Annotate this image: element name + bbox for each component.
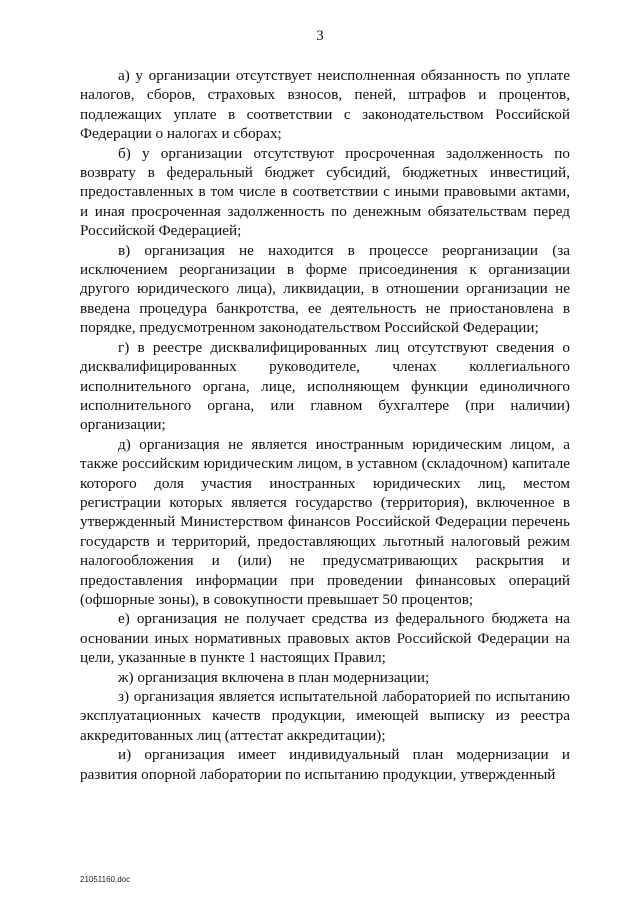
paragraph-i: и) организация имеет индивидуальный план модернизации и развития опорной лаборатории по испытанию продукции, утвержденный: [80, 746, 570, 783]
paragraph-z: з) организация является испытательной лабораторией по испытанию эксплуатационных качеств продукции, имеющей выписку из реестра аккредитованных лиц (аттестат аккредитации);: [80, 688, 570, 744]
paragraph-e: е) организация не получает средства из федерального бюджета на основании иных нормативных правовых актов Российской Федерации на цели, указанные в пункте 1 настоящих Правил;: [80, 610, 570, 667]
paragraph-v: в) организация не находится в процессе реорганизации (за исключением реорганизации в форме присоединения к организации другого юридического лица), ликвидации, в отношении организации не введена процедура банкротства, ее деятельность не приостановлена в порядке, предусмотренном законодательством Российской Федерации;: [80, 241, 570, 337]
paragraph-g: г) в реестре дисквалифицированных лиц отсутствуют сведения о дисквалифицированных руководителе, членах коллегиального исполнительного органа, лице, исполняющем функции единоличного исполнительного органа, или главном бухгалтере (при наличии) организации;: [80, 338, 570, 434]
paragraph-a: а) у организации отсутствует неисполненная обязанность по уплате налогов, сборов, страховых взносов, пеней, штрафов и процентов, подлежащих уплате в соответствии с законодательством Российской Федерации о налогах и сборах;: [80, 67, 570, 143]
paragraph-b: б) у организации отсутствуют просроченная задолженность по возврату в федеральный бюджет субсидий, бюджетных инвестиций, предоставленных в том числе в соответствии с иными правовыми актами, и иная просроченная задолженность по денежным обязательствам перед Российской Федерацией;: [80, 144, 570, 240]
footer-filename: 21051160.doc: [80, 875, 131, 884]
document-body: [80, 66, 570, 784]
paragraph-zh: ж) организация включена в план модернизации;: [118, 668, 430, 686]
paragraph-d: д) организация не является иностранным юридическим лицом, а также российским юридическим лицом, в уставном (складочном) капитале которого доля участия иностранных юридических лиц, местом регистрации которых является государство (территория), включенное в утвержденный Министерством финансов Российской Федерации перечень государств и территорий, предоставляющих льготный налоговый режим налогообложения и (или) не предусматривающих раскрытия и предоставления информации при проведении финансовых операций (офшорные зоны), в совокупности превышает 50 процентов;: [80, 435, 570, 608]
page-number: 3: [316, 28, 324, 44]
